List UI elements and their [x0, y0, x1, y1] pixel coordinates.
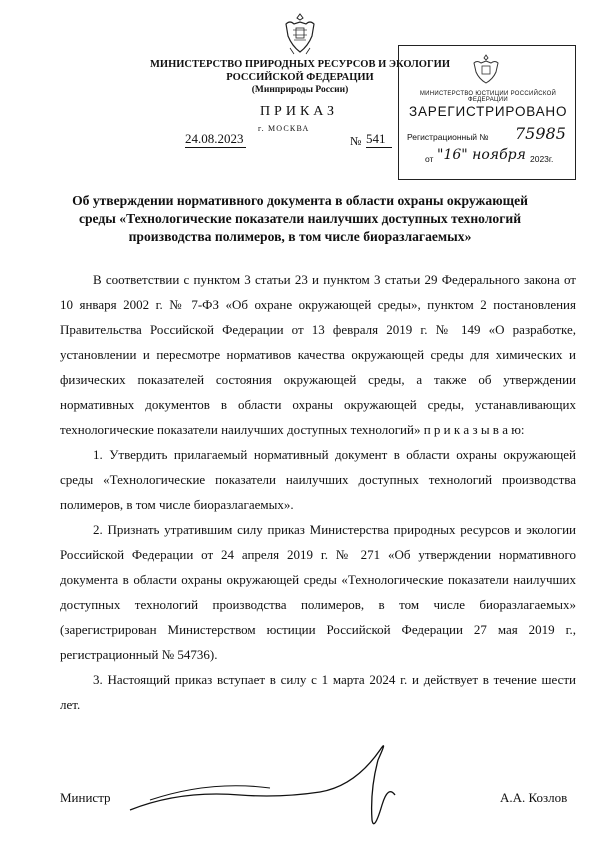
- stamp-registered: ЗАРЕГИСТРИРОВАНО: [409, 104, 568, 119]
- order-number-label: №: [350, 134, 362, 148]
- stamp-org: МИНИСТЕРСТВО ЮСТИЦИИ РОССИЙСКОЙ ФЕДЕРАЦИИ: [419, 91, 557, 103]
- ministry-short-name: (Минприроды России): [251, 85, 349, 95]
- stamp-date-handwritten: "16" ноября: [437, 147, 526, 163]
- coat-of-arms-icon: [280, 10, 320, 58]
- registration-stamp: [398, 45, 576, 180]
- ministry-line-2: РОССИЙСКОЙ ФЕДЕРАЦИИ: [226, 72, 374, 83]
- signatory-name: А.А. Козлов: [500, 790, 568, 805]
- ministry-line-1: МИНИСТЕРСТВО ПРИРОДНЫХ РЕСУРСОВ И ЭКОЛОГИИ: [150, 59, 450, 70]
- city: г. МОСКВА: [258, 124, 310, 133]
- stamp-year: 2023г.: [530, 154, 554, 164]
- document-body: [60, 267, 576, 717]
- handwritten-signature-icon: [120, 720, 470, 840]
- document-title: Об утверждении нормативного документа в области охраны окружающей среды «Технологические показатели наилучших доступных технологий производства полимеров, в том числе биоразлагаемых»: [72, 193, 528, 244]
- paragraph-item-1: 1. Утвердить прилагаемый нормативный документ в области охраны окружающей среды «Технологические показатели наилучших доступных технологий производства полимеров, в том числе биоразлагаемых».: [60, 447, 576, 512]
- order-word: ПРИКАЗ: [259, 104, 339, 119]
- stamp-reg-label: Регистрационный №: [407, 132, 489, 142]
- stamp-reg-number: 75985: [515, 124, 566, 143]
- stamp-emblem-icon: [469, 52, 503, 86]
- order-date: 24.08.2023: [185, 131, 244, 146]
- stamp-date-prefix: от: [425, 154, 434, 164]
- order-number: 541: [366, 131, 392, 148]
- paragraph-preamble: В соответствии с пунктом 3 статьи 23 и пунктом 3 статьи 29 Федерального закона от 10 января 2002 г. № 7-ФЗ «Об охране окружающей среды», пунктом 2 постановления Правительства Российской Федерации от 13 февраля 2019 г. № 149 «О разработке, установлении и пересмотре нормативов качества окружающей среды для химических и физических показателей состояния окружающей среды, а также об утверждении нормативных документов в области охраны окружающей среды, устанавливающих технологические показатели наилучших доступных технологий» п р и к а з ы в а ю:: [60, 272, 576, 437]
- paragraph-item-2: 2. Признать утратившим силу приказ Министерства природных ресурсов и экологии Российской Федерации от 24 апреля 2019 г. № 271 «Об утверждении нормативного документа в области охраны окружающей среды «Технологические показатели наилучших доступных технологий производства полимеров, в том числе биоразлагаемых» (зарегистрирован Министерством юстиции Российской Федерации 27 мая 2019 г., регистрационный № 54736).: [60, 522, 576, 662]
- signatory-role: Министр: [60, 790, 111, 805]
- paragraph-item-3: 3. Настоящий приказ вступает в силу с 1 марта 2024 г. и действует в течение шести лет.: [60, 672, 576, 712]
